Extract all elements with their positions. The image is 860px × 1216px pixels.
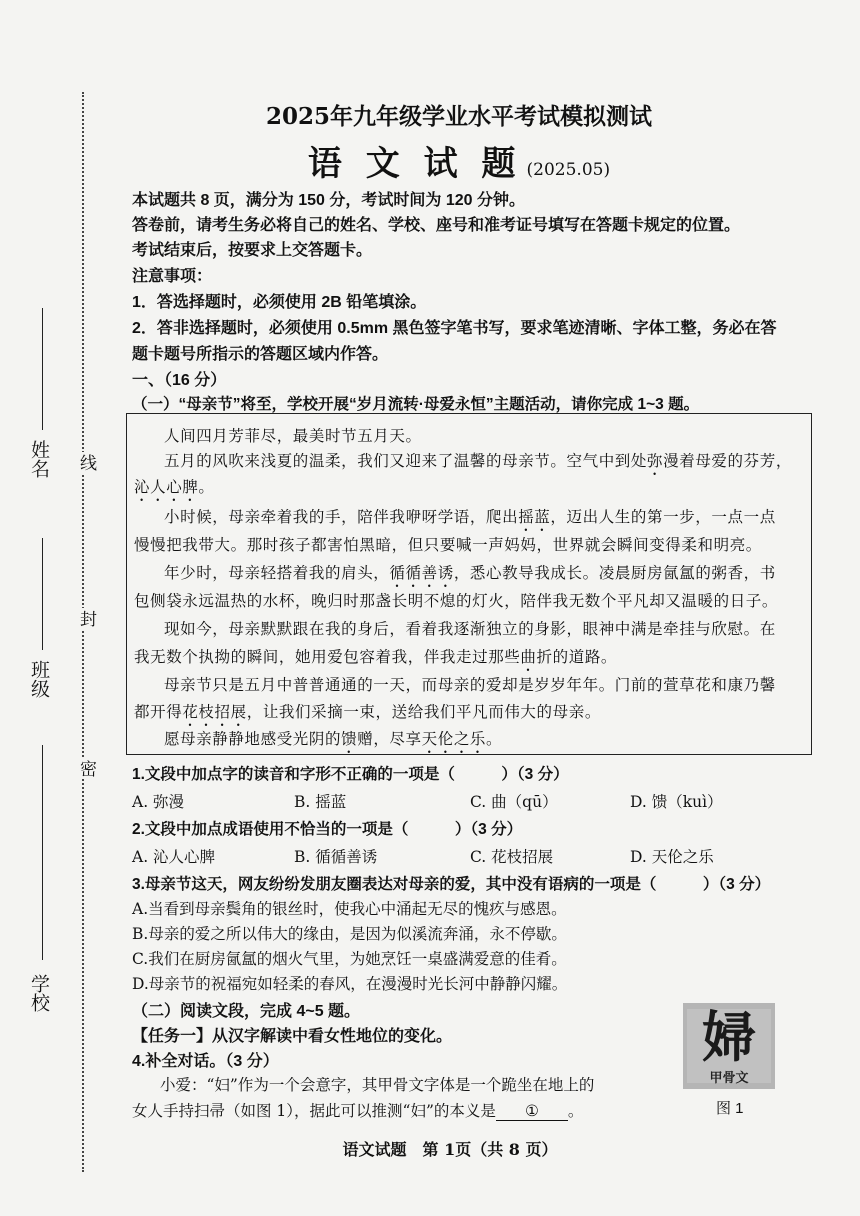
passage-p3a: 小时候，母亲牵着我的手，陪伴我咿呀学语，爬出摇蓝，迈出人生的第一步，一点一点 — [164, 508, 776, 526]
notes-item-2a: 2．答非选择题时，必须使用 0.5mm 黑色签字笔书写，要求笔迹清晰、字体工整，务必在答 — [132, 320, 777, 337]
q3-option-c: C.我们在厨房氤氲的烟火气里，为她烹饪一桌盛满爱意的佳肴。 — [132, 950, 567, 968]
passage-p1: 人间四月芳菲尽，最美时节五月天。 — [164, 427, 422, 445]
name-field-label: 姓名 — [28, 440, 50, 478]
seal-char-feng: 封 — [74, 608, 99, 629]
passage-p2a: 五月的风吹来浅夏的温柔，我们又迎来了温馨的母亲节。空气中到处弥漫着母爱的芬芳， — [164, 452, 792, 470]
passage-p7: 愿母亲静静地感受光阴的馈赠，尽享天伦之乐。 — [164, 730, 503, 748]
q1-option-d: D. 馈（kuì） — [630, 793, 723, 811]
seal-char-xian: 线 — [74, 452, 99, 473]
figure-caption-inside: 甲骨文 — [709, 1070, 749, 1085]
notes-line-3: 考试结束后，按要求上交答题卡。 — [132, 242, 373, 259]
exam-title: 2025年九年级学业水平考试模拟测试 — [265, 103, 652, 130]
notes-heading: 注意事项： — [132, 268, 213, 285]
seal-char-mi: 密 — [74, 758, 99, 779]
q2-option-c: C. 花枝招展 — [470, 848, 554, 866]
q1-option-c: C. 曲（qū） — [470, 793, 558, 811]
passage-p6a: 母亲节只是五月中普普通通的一天，而母亲的爱却是岁岁年年。门前的萱草花和康乃馨 — [164, 676, 776, 694]
oracle-glyph: 婦 — [702, 1005, 756, 1069]
q1-stem: 1.文段中加点字的读音和字形不正确的一项是（ ）（3 分） — [132, 766, 569, 783]
school-field-label: 学校 — [28, 974, 50, 1012]
notes-line-1: 本试题共 8 页，满分为 150 分，考试时间为 120 分钟。 — [132, 192, 525, 209]
school-field-line — [42, 745, 43, 960]
notes-item-1: 1．答选择题时，必须使用 2B 铅笔填涂。 — [132, 294, 427, 311]
q2-option-d: D. 天伦之乐 — [630, 848, 714, 866]
q2-option-a: A. 沁人心脾 — [132, 848, 216, 866]
q4-dialog-line1: 小爱：“妇”作为一个会意字，其甲骨文字体是一个跪坐在地上的 — [160, 1076, 595, 1094]
part2-heading: （二）阅读文段，完成 4~5 题。 — [132, 1003, 361, 1020]
section1-heading: 一、（16 分） — [132, 372, 227, 389]
passage-p2b: 沁人心脾。 — [134, 478, 215, 496]
exam-date: (2025.05) — [526, 160, 611, 180]
subject-title: 语 文 试 题 — [307, 144, 522, 184]
subject-title-row — [0, 136, 860, 185]
q3-option-d: D.母亲节的祝福宛如轻柔的春风，在漫漫时光长河中静静闪耀。 — [132, 975, 568, 993]
passage-p4a: 年少时，母亲轻搭着我的肩头，循循善诱，悉心教导我成长。凌晨厨房氤氲的粥香，书 — [164, 564, 776, 582]
q3-option-b: B.母亲的爱之所以伟大的缘由，是因为似溪流奔涌，永不停歇。 — [132, 925, 567, 943]
q3-stem: 3.母亲节这天，网友纷纷发朋友圈表达对母亲的爱，其中没有语病的一项是（ ）（3 分） — [132, 876, 771, 893]
passage-p4b: 包侧袋永远温热的水杯，晚归时那盏长明不熄的灯火，陪伴我无数个平凡却又温暖的日子。 — [134, 592, 779, 610]
passage-p5b: 我无数个执拗的瞬间，她用爱包容着我，伴我走过那些曲折的道路。 — [134, 648, 618, 666]
task1-line — [132, 1023, 452, 1046]
q2-stem: 2.文段中加点成语使用不恰当的一项是（ ）（3 分） — [132, 821, 523, 838]
figure-1-image — [683, 1003, 775, 1089]
q2-option-b: B. 循循善诱 — [294, 848, 378, 866]
notes-item-2b: 题卡题号所指示的答题区域内作答。 — [132, 346, 389, 363]
class-field-line — [42, 538, 43, 650]
passage-p5a: 现如今，母亲默默跟在我的身后，看着我逐渐独立的身影，眼神中满是牵挂与欣慰。在 — [164, 620, 776, 638]
passage-p6b: 都开得花枝招展，让我们采摘一束，送给我们平凡而伟大的母亲。 — [134, 703, 601, 721]
passage-p3b: 慢慢把我带大。那时孩子都害怕黑暗，但只要喊一声妈妈，世界就会瞬间变得柔和明亮。 — [134, 536, 762, 554]
task1-label: 【任务一】 — [132, 1028, 213, 1045]
q1-option-a: A. 弥漫 — [132, 793, 185, 811]
figure-1-label: 图 1 — [716, 1100, 744, 1117]
name-field-line — [42, 308, 43, 430]
page-footer: 语文试题 第 1页（共 8 页） — [342, 1140, 558, 1159]
binding-dotted-line — [82, 92, 84, 1172]
q3-option-a: A.当看到母亲鬓角的银丝时，使我心中涌起无尽的愧疚与感恩。 — [132, 900, 567, 918]
q4-stem: 4.补全对话。（3 分） — [132, 1053, 279, 1070]
answer-blank-1[interactable]: ① — [496, 1102, 568, 1121]
notes-line-2: 答卷前，请考生务必将自己的姓名、学校、座号和准考证号填写在答题卡规定的位置。 — [132, 217, 741, 234]
q4-dialog-line2: 女人手持扫帚（如图 1），据此可以推测“妇”的本义是 ① 。 — [132, 1102, 584, 1120]
task1-text: 从汉字解读中看女性地位的变化。 — [212, 1028, 453, 1045]
section1-part1: （一）“母亲节”将至，学校开展“岁月流转·母爱永恒”主题活动，请你完成 1~3 题。 — [132, 396, 700, 413]
class-field-label: 班级 — [28, 660, 50, 698]
q1-option-b: B. 摇蓝 — [294, 793, 347, 811]
